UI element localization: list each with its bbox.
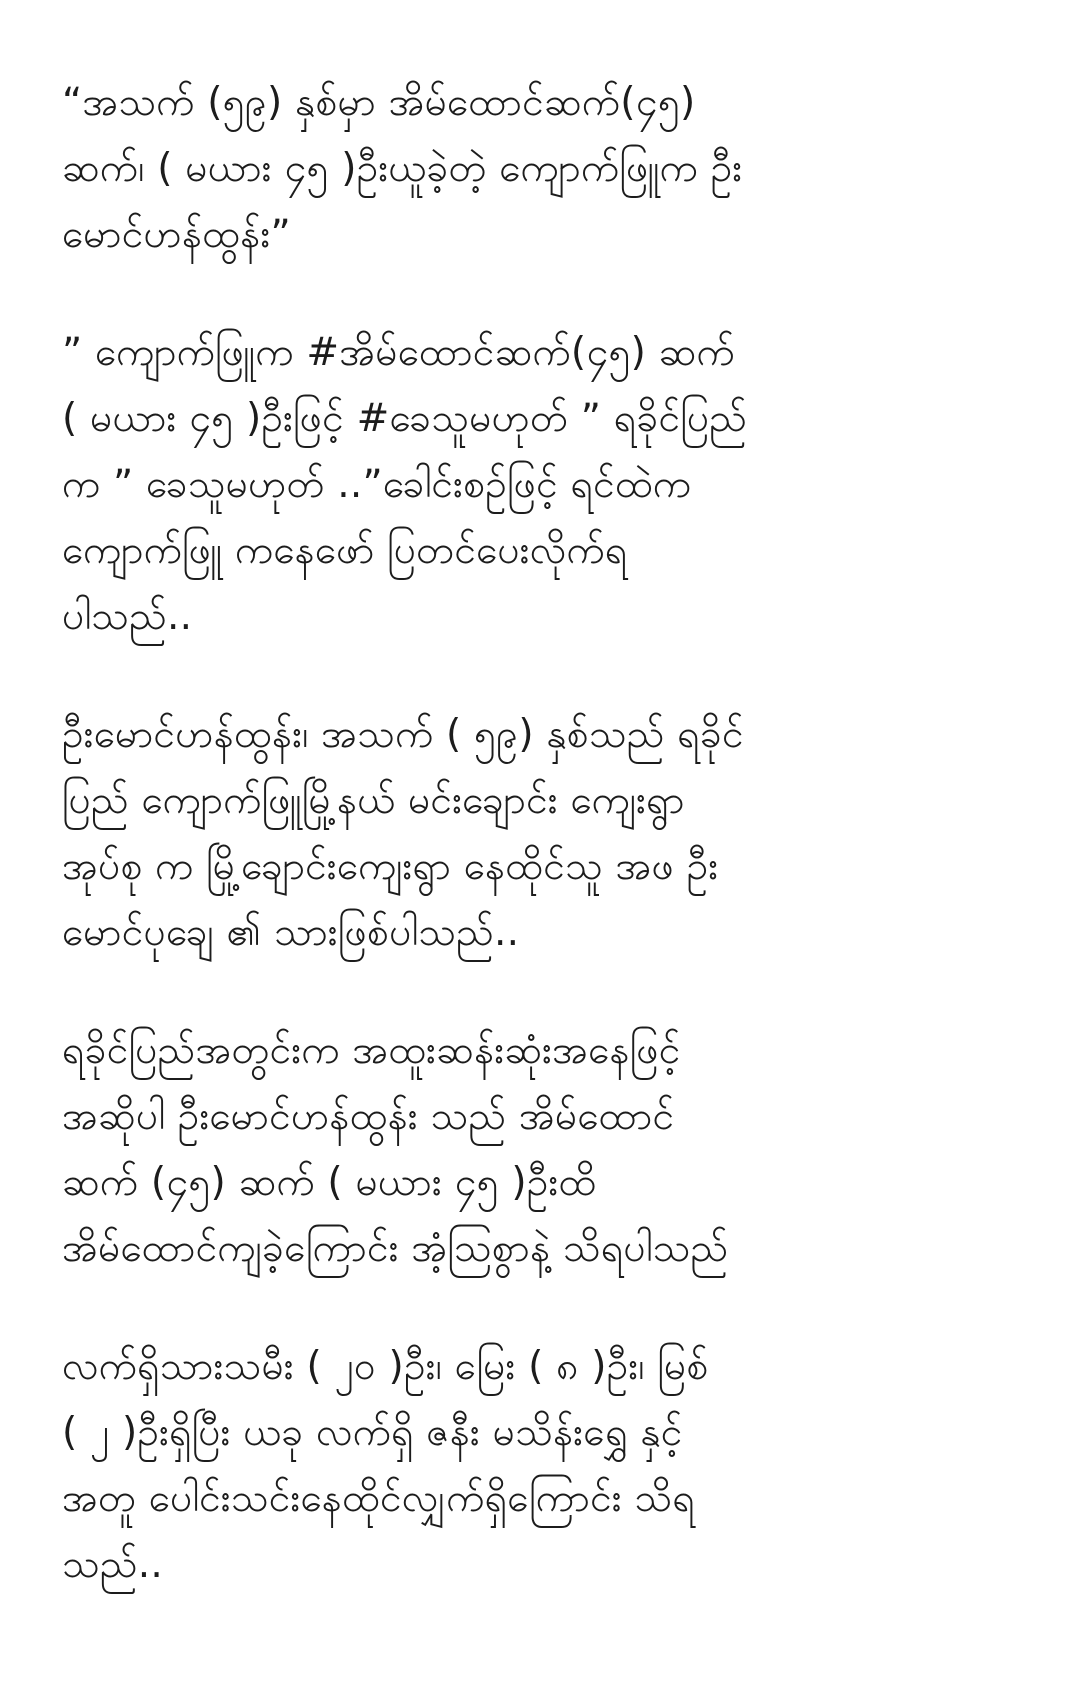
paragraph-family: [62, 1334, 1022, 1598]
text-line: ( မယား ၄၅ )ဦးဖြင့် #ခေသူမဟုတ် ” ရခိုင်ပြည်: [62, 396, 748, 441]
text-line: ကျောက်ဖြူ ကနေဖော် ပြတင်ပေးလိုက်ရ: [62, 528, 628, 573]
text-line: အိမ်ထောင်ကျခဲ့ကြောင်း အံ့သြစွာနဲ့ သိရပါသည်: [62, 1226, 729, 1271]
text-line: “အသက် (၅၉) နှစ်မှာ အိမ်ထောင်ဆက်(၄၅): [62, 80, 696, 125]
text-line: အုပ်စု က မြို့ချောင်းကျေးရွာ နေထိုင်သူ အဖ ဦး: [62, 844, 719, 889]
text-line: အတူ ပေါင်းသင်းနေထိုင်လျှက်ရှိကြောင်း သိရ: [62, 1476, 695, 1521]
text-line: ပြည် ကျောက်ဖြူမြို့နယ် မင်းချောင်း ကျေးရွာ: [62, 778, 685, 823]
text-line: ( ၂ )ဦးရှိပြီး ယခု လက်ရှိ ဇနီး မသိန်းရွှေ နှင့်: [62, 1410, 683, 1455]
text-line: မောင်ပုချေ ၏ သားဖြစ်ပါသည်..: [62, 910, 520, 955]
text-line: ပါသည်..: [62, 594, 193, 639]
text-line: ဦးမောင်ဟန်ထွန်း၊ အသက် ( ၅၉) နှစ်သည် ရခိုင်: [62, 712, 744, 757]
text-line: သည်..: [62, 1542, 164, 1587]
text-line: မောင်ဟန်ထွန်း”: [62, 212, 291, 257]
text-line: ” ကျောက်ဖြူက #အိမ်ထောင်ဆက်(၄၅) ဆက်: [62, 330, 735, 375]
paragraph-intro: [62, 320, 1022, 650]
text-line: က ” ခေသူမဟုတ် ..”ခေါင်းစဉ်ဖြင့် ရင်ထဲက: [62, 462, 692, 507]
post-body: [62, 70, 1022, 1650]
paragraph-marriages: [62, 1018, 1022, 1282]
text-line: လက်ရှိသားသမီး ( ၂၀ )ဦး၊ မြေး ( ၈ )ဦး၊ မြစ်: [62, 1344, 709, 1389]
text-line: ဆက်၊ ( မယား ၄၅ )ဦးယူခဲ့တဲ့ ကျောက်ဖြူက ဦး: [62, 146, 743, 191]
text-line: ရခိုင်ပြည်အတွင်းက အထူးဆန်းဆုံးအနေဖြင့်: [62, 1028, 681, 1073]
text-line: အဆိုပါ ဦးမောင်ဟန်ထွန်း သည် အိမ်ထောင်: [62, 1094, 675, 1139]
paragraph-headline: [62, 70, 1022, 268]
paragraph-identity: [62, 702, 1022, 966]
text-line: ဆက် (၄၅) ဆက် ( မယား ၄၅ )ဦးထိ: [62, 1160, 597, 1205]
